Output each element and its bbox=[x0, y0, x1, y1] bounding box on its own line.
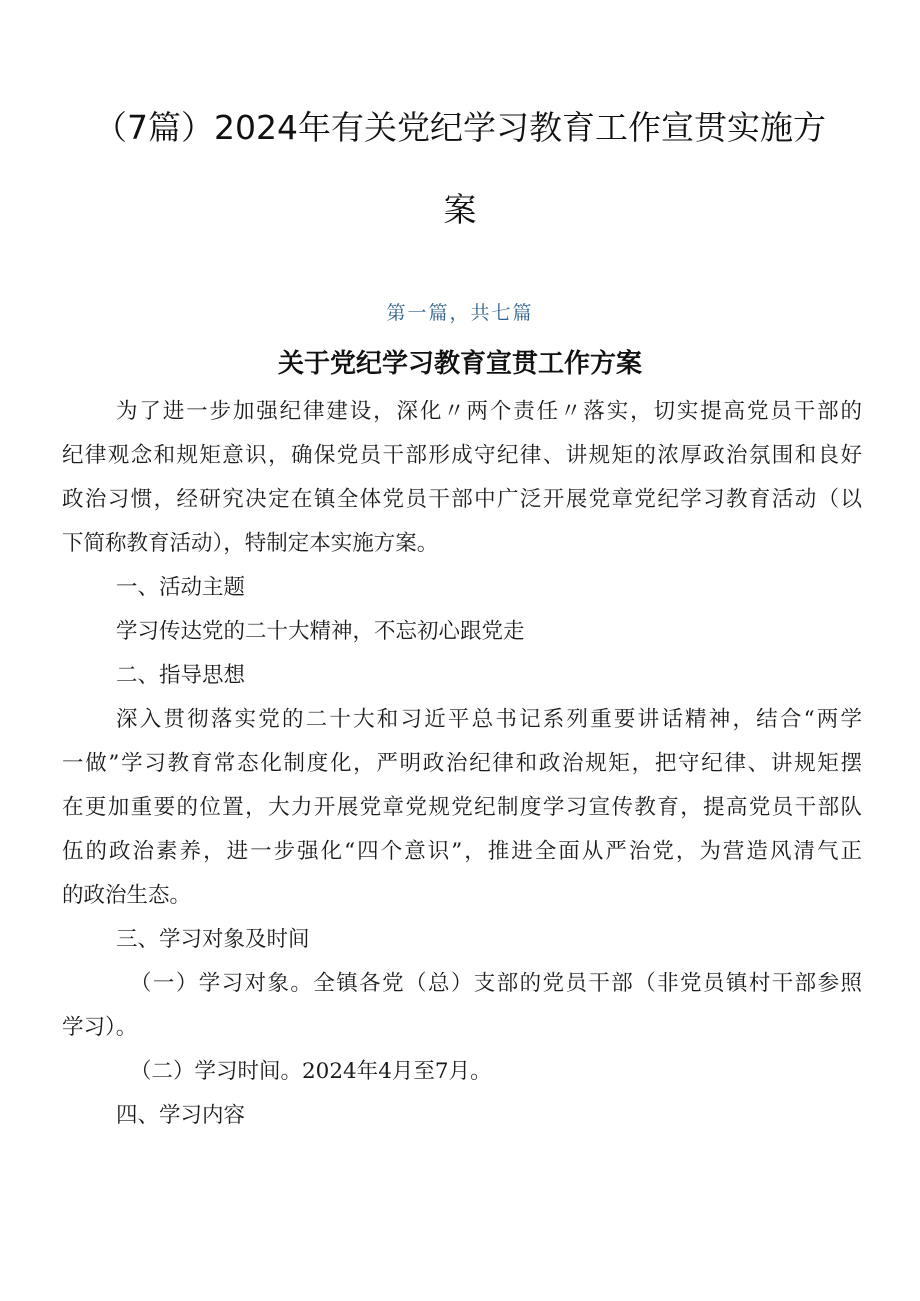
study-time: （二）学习时间。2024年4月至7月。 bbox=[130, 1059, 492, 1084]
study-target-line-2: 学习）。 bbox=[62, 1015, 138, 1040]
guiding-line-1: 深入贯彻落实党的二十大和习近平总书记系列重要讲话精神，结合“两学 bbox=[116, 707, 862, 732]
heading-study-content: 四、学习内容 bbox=[116, 1103, 246, 1128]
activity-theme-text: 学习传达党的二十大精神，不忘初心跟党走 bbox=[116, 619, 525, 644]
intro-line-1: 为了进一步加强纪律建设，深化〃两个责任〃落实，切实提高党员干部的 bbox=[116, 399, 862, 424]
guiding-line-2: 一做”学习教育常态化制度化，严明政治纪律和政治规矩，把守纪律、讲规矩摆 bbox=[62, 751, 862, 776]
study-target-line-1: （一）学习对象。全镇各党（总）支部的党员干部（非党员镇村干部参照 bbox=[130, 971, 862, 996]
document-title-line-1: （7篇）2024年有关党纪学习教育工作宣贯实施方 bbox=[94, 108, 826, 147]
heading-activity-theme: 一、活动主题 bbox=[116, 575, 246, 600]
heading-guiding-ideology: 二、指导思想 bbox=[116, 663, 246, 688]
guiding-line-4: 伍的政治素养，进一步强化“四个意识”，推进全面从严治党，为营造风清气正 bbox=[62, 839, 862, 864]
intro-line-3: 政治习惯，经研究决定在镇全体党员干部中广泛开展党章党纪学习教育活动（以 bbox=[62, 487, 862, 512]
heading-study-target-time: 三、学习对象及时间 bbox=[116, 927, 310, 952]
guiding-line-5: 的政治生态。 bbox=[62, 883, 192, 908]
part-label: 第一篇，共七篇 bbox=[386, 302, 534, 324]
section-title: 关于党纪学习教育宣贯工作方案 bbox=[277, 349, 642, 379]
document-title-line-2: 案 bbox=[443, 190, 477, 229]
guiding-line-3: 在更加重要的位置，大力开展党章党规党纪制度学习宣传教育，提高党员干部队 bbox=[62, 795, 862, 820]
intro-line-4: 下简称教育活动），特制定本实施方案。 bbox=[62, 531, 439, 556]
intro-line-2: 纪律观念和规矩意识，确保党员干部形成守纪律、讲规矩的浓厚政治氛围和良好 bbox=[62, 443, 862, 468]
